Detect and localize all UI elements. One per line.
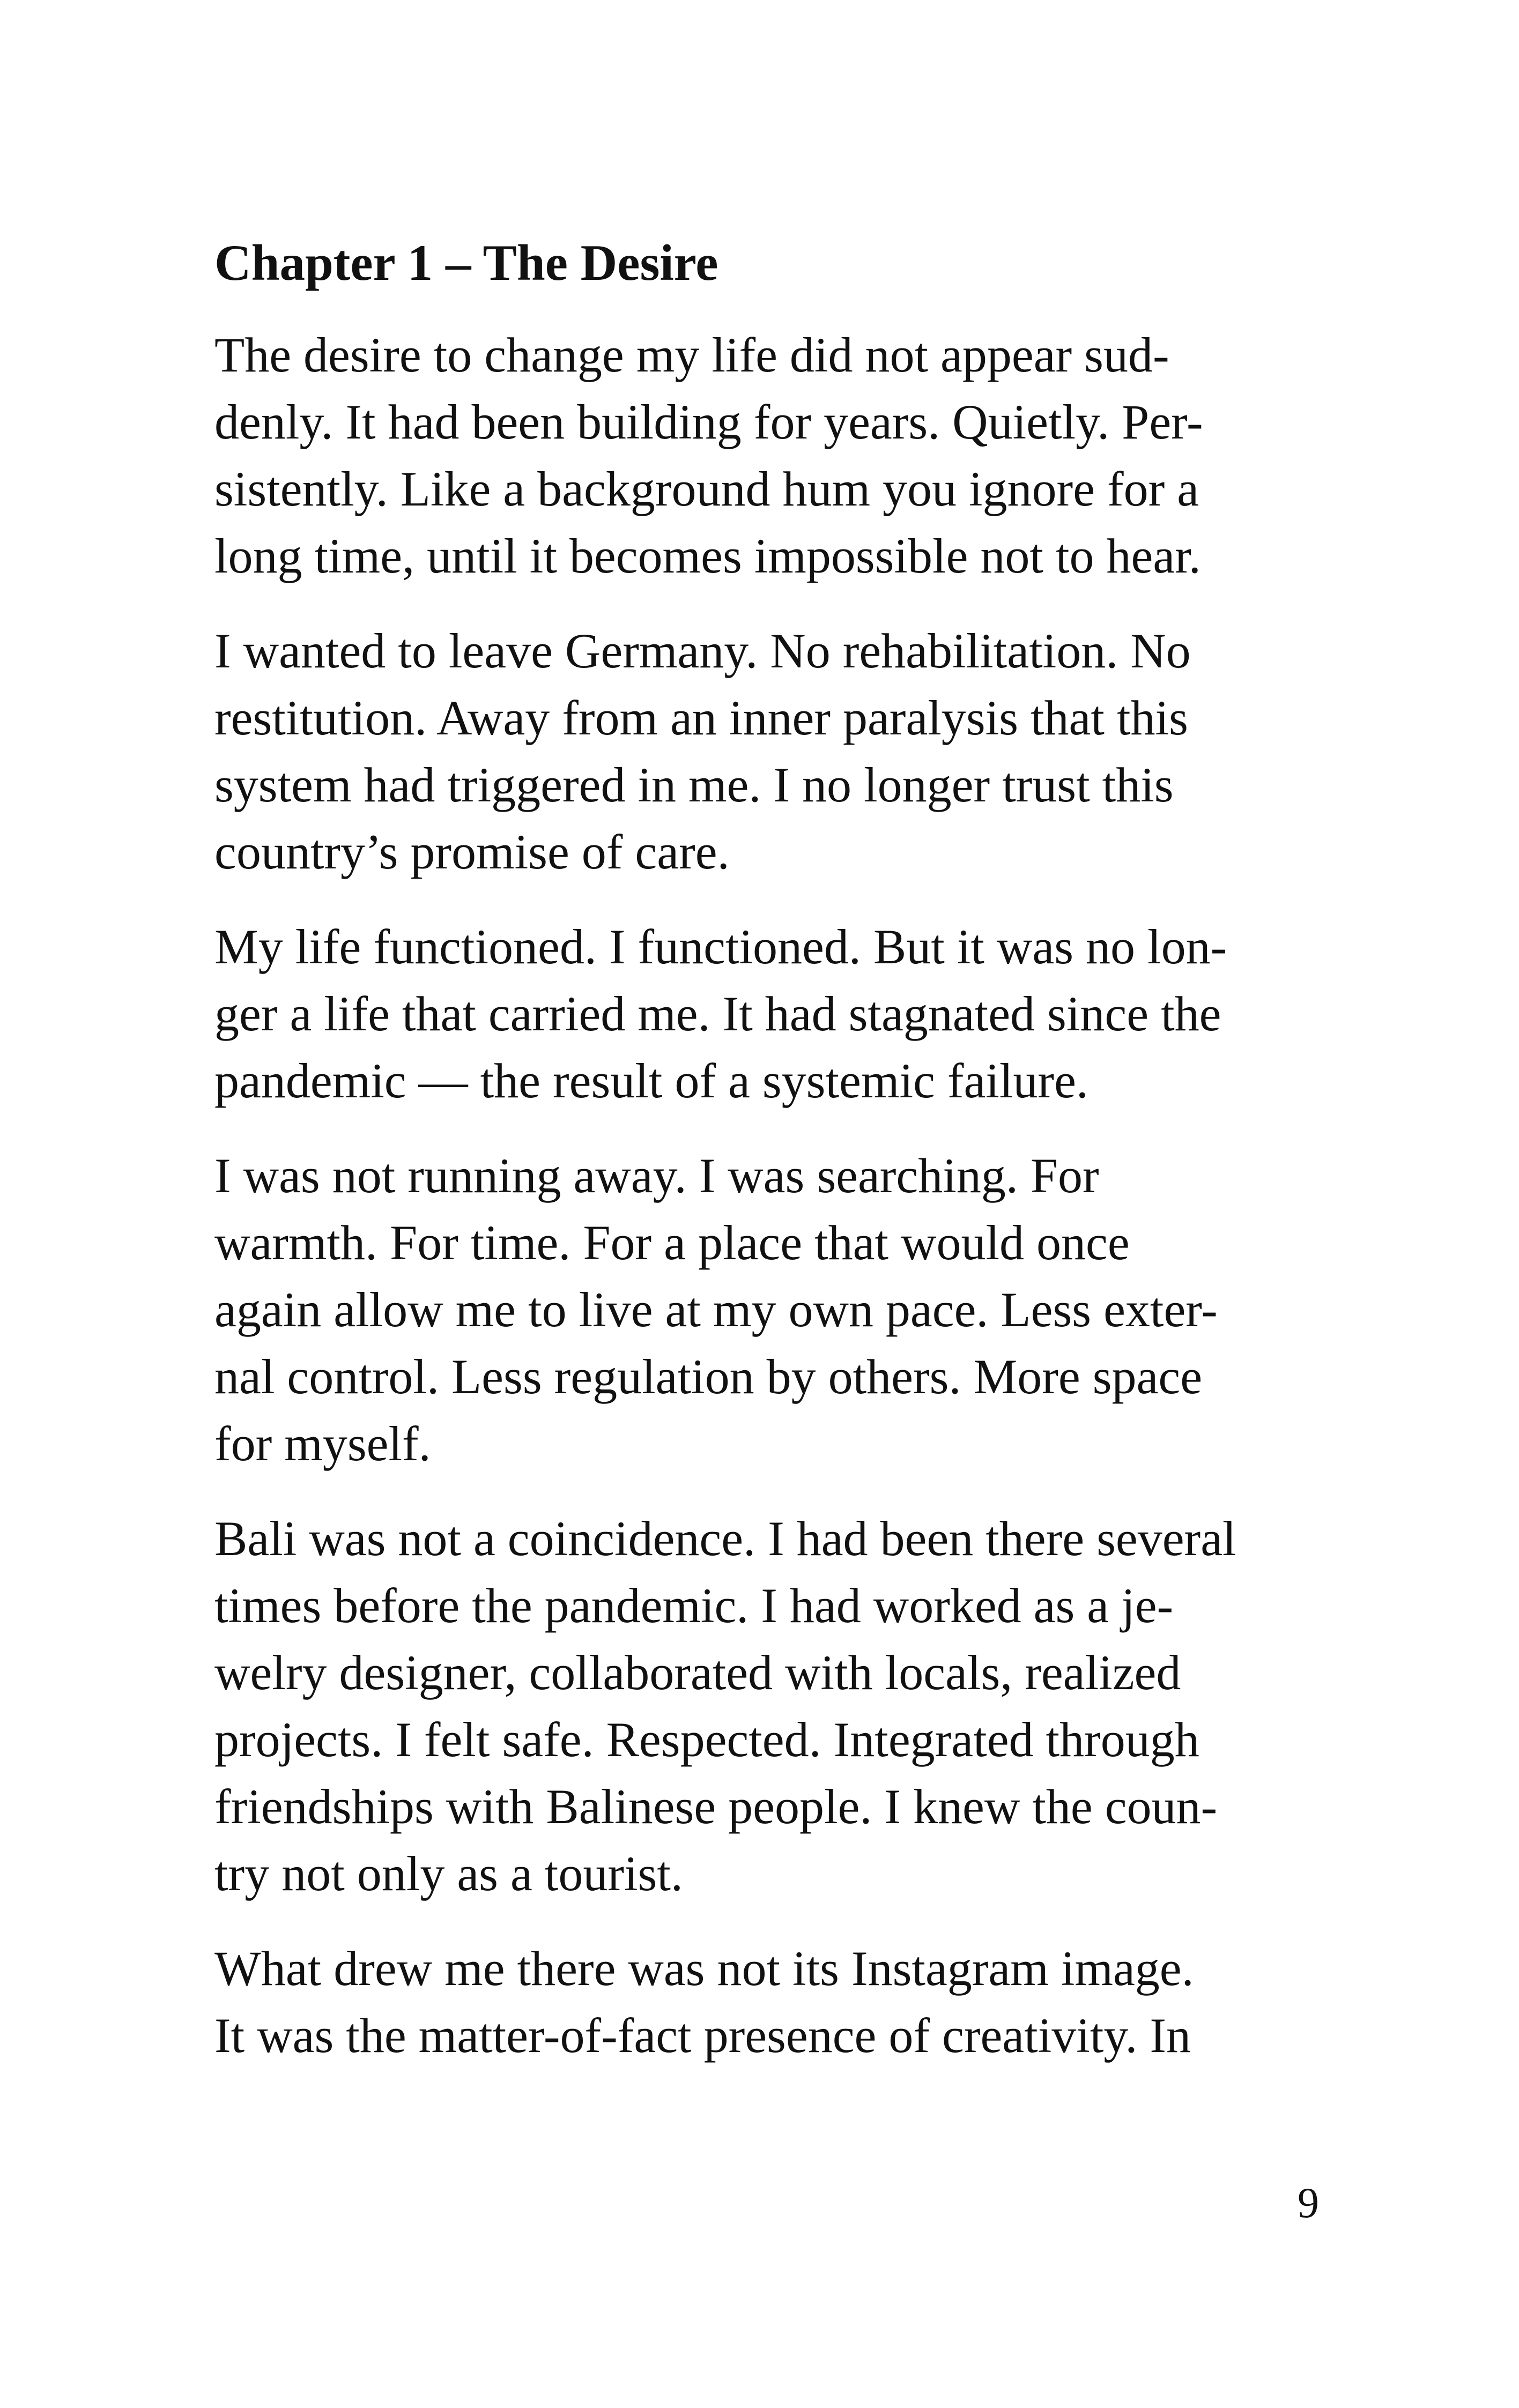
text-line: for myself. — [214, 1416, 431, 1471]
page-number: 9 — [1298, 2180, 1319, 2227]
text-line: denly. It had been building for years. Quietly. Per- — [214, 395, 1203, 449]
paragraph — [214, 1505, 1319, 1907]
chapter-title: Chapter 1 – The Desire — [214, 234, 718, 291]
paragraph — [214, 618, 1319, 886]
text-line: restitution. Away from an inner paralysis that this — [214, 690, 1188, 745]
paragraph — [214, 913, 1319, 1114]
text-line: nal control. Less regulation by others. More space — [214, 1349, 1203, 1404]
text-line: It was the matter-of-fact presence of creativity. In — [214, 2008, 1191, 2063]
text-line: again allow me to live at my own pace. Less exter- — [214, 1282, 1218, 1337]
text-line: sistently. Like a background hum you ignore for a — [214, 462, 1199, 516]
text-line: I was not running away. I was searching. For — [214, 1148, 1099, 1203]
text-line: My life functioned. I functioned. But it was no lon- — [214, 919, 1227, 974]
text-line: long time, until it becomes impossible not to hear. — [214, 529, 1201, 583]
text-line: The desire to change my life did not appear sud- — [214, 328, 1169, 382]
paragraph — [214, 1142, 1319, 1477]
paragraph — [214, 1935, 1319, 2069]
text-line: I wanted to leave Germany. No rehabilitation. No — [214, 623, 1191, 678]
text-line: What drew me there was not its Instagram image. — [214, 1941, 1194, 1996]
page-body — [214, 225, 1319, 2097]
text-line: warmth. For time. For a place that would once — [214, 1215, 1130, 1270]
text-line: ger a life that carried me. It had stagnated since the — [214, 986, 1221, 1041]
text-line: projects. I felt safe. Respected. Integrated through — [214, 1712, 1199, 1767]
text-line: friendships with Balinese people. I knew the coun- — [214, 1779, 1218, 1834]
text-line: pandemic — the result of a systemic failure. — [214, 1053, 1088, 1108]
text-line: country’s promise of care. — [214, 824, 730, 879]
paragraph — [214, 322, 1319, 590]
text-line: welry designer, collaborated with locals, realized — [214, 1645, 1181, 1700]
text-line: try not only as a tourist. — [214, 1846, 683, 1901]
text-line: times before the pandemic. I had worked as a je- — [214, 1578, 1174, 1633]
text-line: system had triggered in me. I no longer trust this — [214, 757, 1174, 812]
text-line: Bali was not a coincidence. I had been there several — [214, 1511, 1236, 1566]
